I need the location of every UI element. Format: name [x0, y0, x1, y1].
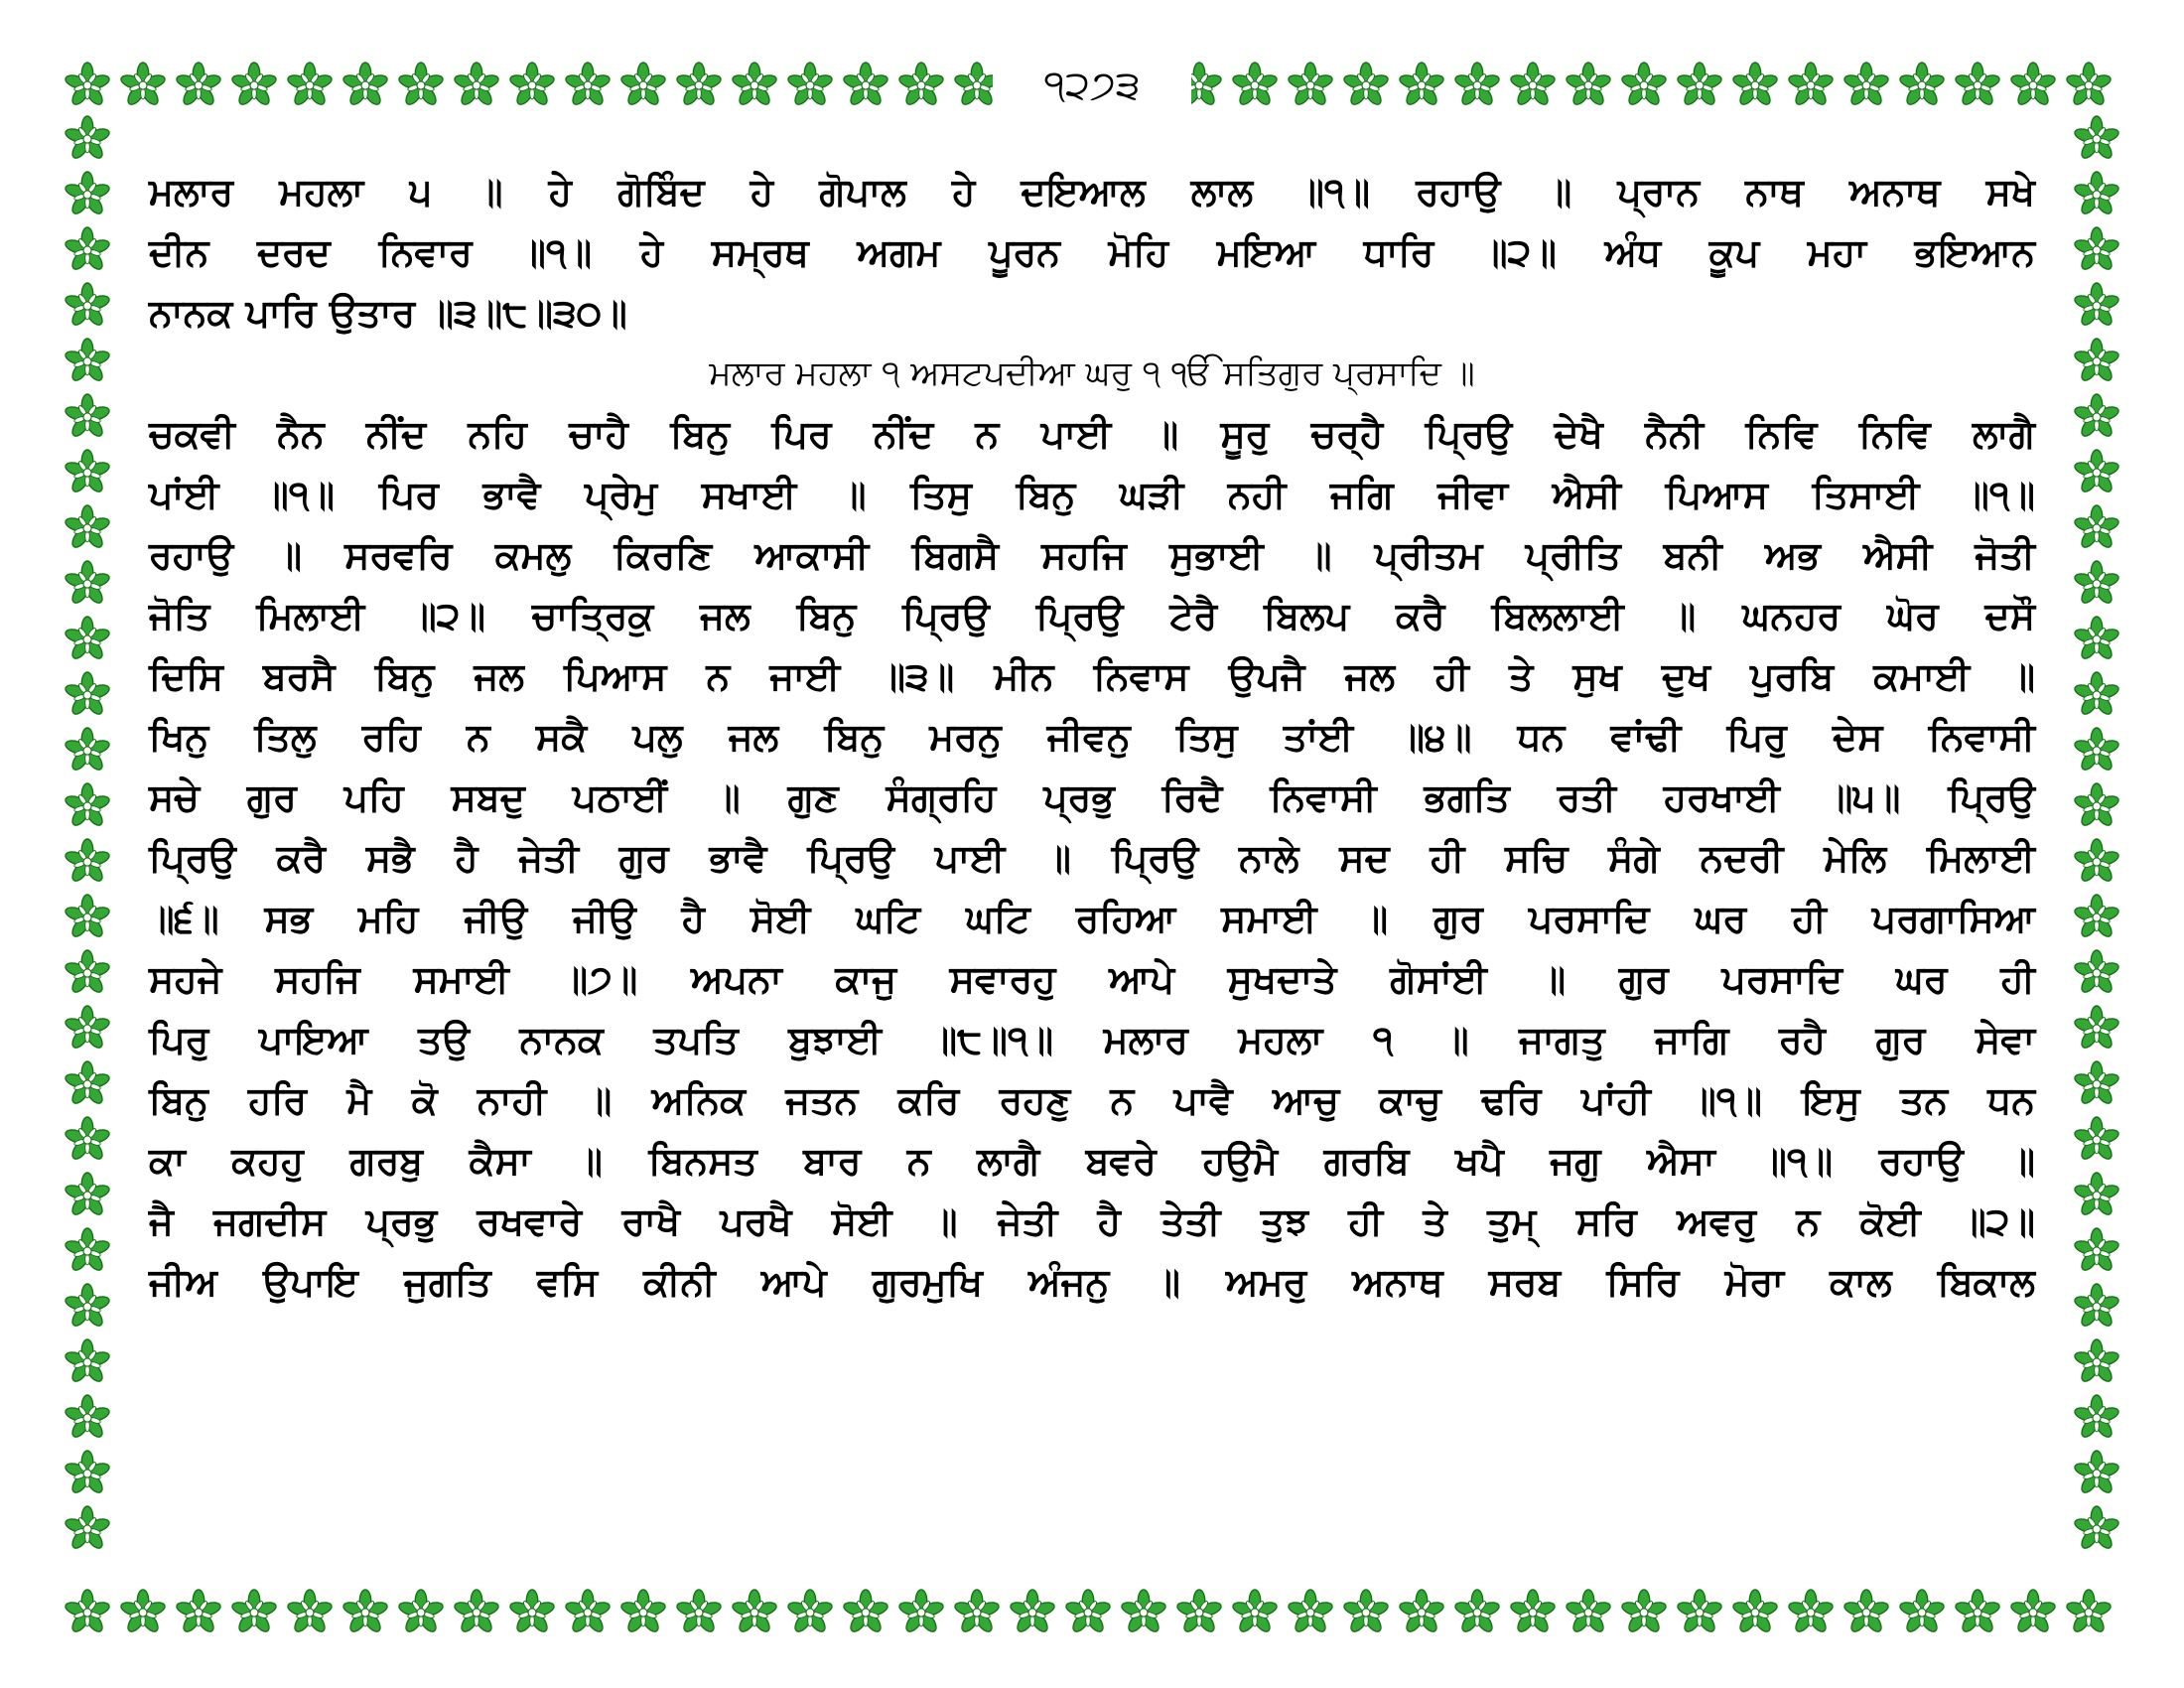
flower-icon	[1787, 63, 1834, 107]
flower-icon	[2065, 1590, 2112, 1634]
flower-icon	[64, 895, 110, 939]
text-line: ਦਿਸਿ ਬਰਸੈ ਬਿਨੁ ਜਲ ਪਿਆਸ ਨ ਜਾਈ ॥੩॥ ਮੀਨ ਨਿਵਾਸ ਉਪਜੈ ਜਲ ਹੀ ਤੇ ਸੁਖ ਦੁਖ ਪੁਰਬਿ ਕਮਾਈ ॥	[149, 654, 2035, 698]
flower-icon	[2073, 1117, 2119, 1162]
text-line: ਬਿਨੁ ਹਰਿ ਮੈ ਕੋ ਨਾਹੀ ॥ ਅਨਿਕ ਜਤਨ ਕਰਿ ਰਹਣੁ ਨ ਪਾਵੈ ਆਚੁ ਕਾਚੁ ਢਰਿ ਪਾਂਹੀ ॥੧॥ ਇਸੁ ਤਨ ਧਨ	[149, 1078, 2035, 1122]
flower-icon	[64, 227, 110, 272]
flower-icon	[1009, 1590, 1055, 1634]
flower-icon	[1898, 63, 1945, 107]
flower-icon	[1453, 1590, 1500, 1634]
flower-icon	[1398, 63, 1444, 107]
flower-icon	[2073, 561, 2119, 606]
flower-icon	[2073, 1173, 2119, 1217]
flower-icon	[64, 1284, 110, 1329]
flower-icon	[64, 450, 110, 494]
flower-icon	[64, 116, 110, 161]
flower-icon	[508, 1590, 555, 1634]
flower-icon	[64, 172, 110, 216]
text-line: ਚਕਵੀ ਨੈਨ ਨੀਂਦ ਨਹਿ ਚਾਹੈ ਬਿਨੁ ਪਿਰ ਨੀਂਦ ਨ ਪਾਈ ॥ ਸੂਰੁ ਚਰ੍ਹੈ ਪ੍ਰਿਉ ਦੇਖੈ ਨੈਨੀ ਨਿਵਿ ਨਿਵਿ ਲਾਗੈ	[149, 412, 2035, 456]
flower-icon	[897, 63, 944, 107]
flower-icon	[397, 1590, 444, 1634]
flower-icon	[2073, 895, 2119, 939]
flower-icon	[953, 1590, 1000, 1634]
text-line: ਨਾਨਕ ਪਾਰਿ ਉਤਾਰ ॥੩॥੮॥੩੦॥	[149, 291, 627, 335]
flower-icon	[619, 1590, 666, 1634]
flower-icon	[2073, 672, 2119, 717]
flower-icon	[2073, 950, 2119, 995]
flower-icon	[1676, 63, 1722, 107]
flower-icon	[2073, 783, 2119, 828]
flower-icon	[1342, 1590, 1389, 1634]
flower-icon	[64, 728, 110, 773]
text-line: ਸਹਜੇ ਸਹਜਿ ਸਮਾਈ ॥੭॥ ਅਪਨਾ ਕਾਜੁ ਸਵਾਰਹੁ ਆਪੇ ਸੁਖਦਾਤੇ ਗੋਸਾਂਈ ॥ ਗੁਰ ਪਰਸਾਦਿ ਘਰ ਹੀ	[149, 957, 2035, 1001]
flower-icon	[64, 283, 110, 328]
flower-icon	[1120, 1590, 1166, 1634]
flower-icon	[64, 63, 110, 107]
flower-icon	[731, 63, 777, 107]
flower-icon	[2073, 1284, 2119, 1329]
flower-icon	[119, 63, 166, 107]
flower-icon	[2073, 839, 2119, 884]
text-line: ਪਾਂਈ ॥੧॥ ਪਿਰ ਭਾਵੈ ਪ੍ਰੇਮੁ ਸਖਾਈ ॥ ਤਿਸੁ ਬਿਨੁ ਘੜੀ ਨਹੀ ਜਗਿ ਜੀਵਾ ਐਸੀ ਪਿਆਸ ਤਿਸਾਈ ॥੧॥	[149, 473, 2035, 516]
flower-icon	[64, 1006, 110, 1051]
flower-icon	[64, 617, 110, 661]
flower-icon	[119, 1590, 166, 1634]
flower-icon	[2073, 1339, 2119, 1384]
flower-border-svg	[2069, 111, 2124, 1585]
flower-icon	[2073, 394, 2119, 439]
flower-icon	[64, 950, 110, 995]
flower-icon	[1175, 1590, 1222, 1634]
flower-icon	[1064, 1590, 1111, 1634]
flower-icon	[64, 783, 110, 828]
border-right	[2069, 111, 2124, 1585]
flower-icon	[175, 1590, 221, 1634]
flower-icon	[2073, 1228, 2119, 1273]
border-bottom	[60, 1585, 2124, 1640]
flower-icon	[341, 1590, 388, 1634]
text-line: ਰਹਾਉ ॥ ਸਰਵਰਿ ਕਮਲੁ ਕਿਰਣਿ ਆਕਾਸੀ ਬਿਗਸੈ ਸਹਜਿ ਸੁਭਾਈ ॥ ਪ੍ਰੀਤਮ ਪ੍ਰੀਤਿ ਬਨੀ ਅਭ ਐਸੀ ਜੋਤੀ	[149, 533, 2035, 577]
flower-icon	[842, 63, 888, 107]
text-line: ਦੀਨ ਦਰਦ ਨਿਵਾਰ ॥੧॥ ਹੇ ਸਮ੍ਰਥ ਅਗਮ ਪੂਰਨ ਮੋਹਿ ਮਇਆ ਧਾਰਿ ॥੨॥ ਅੰਧ ਕੂਪ ਮਹਾ ਭਇਆਨ	[149, 230, 2035, 274]
flower-icon	[1509, 1590, 1556, 1634]
flower-icon	[64, 1451, 110, 1495]
flower-icon	[2073, 339, 2119, 383]
flower-icon	[897, 1590, 944, 1634]
flower-icon	[619, 63, 666, 107]
flower-icon	[64, 1339, 110, 1384]
flower-icon	[2073, 1061, 2119, 1106]
flower-icon	[1620, 63, 1667, 107]
flower-icon	[1731, 63, 1778, 107]
flower-icon	[2073, 283, 2119, 328]
flower-icon	[675, 1590, 722, 1634]
flower-icon	[564, 1590, 611, 1634]
flower-icon	[175, 63, 221, 107]
flower-icon	[64, 672, 110, 717]
flower-icon	[1843, 63, 1889, 107]
flower-icon	[64, 1395, 110, 1440]
flower-icon	[2073, 116, 2119, 161]
text-line: ਪਿਰੁ ਪਾਇਆ ਤਉ ਨਾਨਕ ਤਪਤਿ ਬੁਝਾਈ ॥੮॥੧॥ ਮਲਾਰ ਮਹਲਾ ੧ ॥ ਜਾਗਤੁ ਜਾਗਿ ਰਹੈ ਗੁਰ ਸੇਵਾ	[149, 1018, 2035, 1061]
text-line: ਕਾ ਕਹਹੁ ਗਰਬੁ ਕੈਸਾ ॥ ਬਿਨਸਤ ਬਾਰ ਨ ਲਾਗੈ ਬਵਰੇ ਹਉਮੈ ਗਰਬਿ ਖਪੈ ਜਗੁ ਐਸਾ ॥੧॥ ਰਹਾਉ ॥	[149, 1139, 2035, 1183]
text-line: ਖਿਨੁ ਤਿਲੁ ਰਹਿ ਨ ਸਕੈ ਪਲੁ ਜਲ ਬਿਨੁ ਮਰਨੁ ਜੀਵਨੁ ਤਿਸੁ ਤਾਂਈ ॥੪॥ ਧਨ ਵਾਂਢੀ ਪਿਰੁ ਦੇਸ ਨਿਵਾਸੀ	[149, 715, 2035, 759]
flower-icon	[64, 1506, 110, 1551]
text-line: ॥੬॥ ਸਭ ਮਹਿ ਜੀਉ ਜੀਉ ਹੈ ਸੋਈ ਘਟਿ ਘਟਿ ਰਹਿਆ ਸਮਾਈ ॥ ਗੁਰ ਪਰਸਾਦਿ ਘਰ ਹੀ ਪਰਗਾਸਿਆ	[149, 897, 2035, 940]
text-line: ਜੋਤਿ ਮਿਲਾਈ ॥੨॥ ਚਾਤ੍ਰਿਕੁ ਜਲ ਬਿਨੁ ਪ੍ਰਿਉ ਪ੍ਰਿਉ ਟੇਰੈ ਬਿਲਪ ਕਰੈ ਬਿਲਲਾਈ ॥ ਘਨਹਰ ਘੋਰ ਦਸੌ	[149, 594, 2035, 637]
text-line: ਸਚੇ ਗੁਰ ਪਹਿ ਸਬਦੁ ਪਠਾਈਂ ॥ ਗੁਣ ਸੰਗ੍ਰਹਿ ਪ੍ਰਭੁ ਰਿਦੈ ਨਿਵਾਸੀ ਭਗਤਿ ਰਤੀ ਹਰਖਾਈ ॥੫॥ ਪ੍ਰਿਉ	[149, 775, 2035, 819]
flower-icon	[842, 1590, 888, 1634]
flower-icon	[731, 1590, 777, 1634]
flower-icon	[1509, 63, 1556, 107]
flower-icon	[2073, 227, 2119, 272]
flower-icon	[564, 63, 611, 107]
flower-icon	[2073, 505, 2119, 550]
flower-icon	[1287, 1590, 1333, 1634]
flower-icon	[64, 394, 110, 439]
flower-icon	[453, 1590, 499, 1634]
flower-icon	[1565, 63, 1611, 107]
flower-icon	[1565, 1590, 1611, 1634]
flower-icon	[2009, 1590, 2056, 1634]
flower-icon	[2065, 63, 2112, 107]
flower-icon	[1843, 1590, 1889, 1634]
flower-icon	[1898, 1590, 1945, 1634]
flower-icon	[64, 1117, 110, 1162]
flower-icon	[1453, 63, 1500, 107]
flower-icon	[2073, 1395, 2119, 1440]
flower-icon	[64, 339, 110, 383]
flower-icon	[1287, 63, 1333, 107]
flower-icon	[1231, 63, 1278, 107]
flower-icon	[1231, 1590, 1278, 1634]
flower-icon	[64, 839, 110, 884]
flower-icon	[286, 1590, 333, 1634]
flower-icon	[1342, 63, 1389, 107]
flower-icon	[64, 1061, 110, 1106]
flower-icon	[286, 63, 333, 107]
flower-icon	[1676, 1590, 1722, 1634]
flower-icon	[64, 1228, 110, 1273]
text-line: ਜੈ ਜਗਦੀਸ ਪ੍ਰਭੁ ਰਖਵਾਰੇ ਰਾਖੈ ਪਰਖੈ ਸੋਈ ॥ ਜੇਤੀ ਹੈ ਤੇਤੀ ਤੁਝ ਹੀ ਤੇ ਤੁਮ੍ ਸਰਿ ਅਵਰੁ ਨ ਕੋਈ ॥੨॥	[149, 1199, 2035, 1243]
text-line: ਜੀਅ ਉਪਾਇ ਜੁਗਤਿ ਵਸਿ ਕੀਨੀ ਆਪੇ ਗੁਰਮੁਖਿ ਅੰਜਨੁ ॥ ਅਮਰੁ ਅਨਾਥ ਸਰਬ ਸਿਰਿ ਮੋਰਾ ਕਾਲ ਬਿਕਾਲ	[149, 1260, 2035, 1304]
flower-icon	[786, 63, 833, 107]
text-line: ਪ੍ਰਿਉ ਕਰੈ ਸਭੈ ਹੈ ਜੇਤੀ ਗੁਰ ਭਾਵੈ ਪ੍ਰਿਉ ਪਾਈ ॥ ਪ੍ਰਿਉ ਨਾਲੇ ਸਦ ਹੀ ਸਚਿ ਸੰਗੇ ਨਦਰੀ ਮੇਲਿ ਮਿਲਾਈ	[149, 836, 2035, 880]
flower-icon	[2009, 63, 2056, 107]
flower-icon	[2073, 172, 2119, 216]
flower-icon	[1787, 1590, 1834, 1634]
text-line: ਮਲਾਰ ਮਹਲਾ ੫ ॥ ਹੇ ਗੋਬਿੰਦ ਹੇ ਗੋਪਾਲ ਹੇ ਦਇਆਲ ਲਾਲ ॥੧॥ ਰਹਾਉ ॥ ਪ੍ਰਾਨ ਨਾਥ ਅਨਾਥ ਸਖੇ	[149, 170, 2035, 213]
page-number: ੧੨੭੩	[1043, 63, 1141, 108]
flower-icon	[2073, 617, 2119, 661]
flower-icon	[2073, 450, 2119, 494]
flower-icon	[64, 561, 110, 606]
flower-icon	[2073, 1506, 2119, 1551]
flower-icon	[64, 1173, 110, 1217]
flower-border-svg	[60, 1585, 2124, 1640]
border-left	[60, 111, 115, 1585]
flower-icon	[2073, 728, 2119, 773]
flower-icon	[675, 63, 722, 107]
section-heading: ਮਲਾਰ ਮਹਲਾ ੧ ਅਸਟਪਦੀਆ ਘਰੁ ੧ ੴ ਸਤਿਗੁਰ ਪ੍ਰਸਾਦਿ ॥	[709, 353, 1475, 393]
flower-icon	[230, 1590, 277, 1634]
flower-icon	[1398, 1590, 1444, 1634]
scripture-text	[149, 162, 2035, 1313]
flower-icon	[2073, 1451, 2119, 1495]
flower-icon	[1620, 1590, 1667, 1634]
flower-icon	[2073, 1006, 2119, 1051]
flower-border-svg	[60, 111, 115, 1585]
flower-icon	[508, 63, 555, 107]
page-number-container	[993, 58, 1191, 113]
flower-icon	[230, 63, 277, 107]
flower-icon	[1954, 1590, 2000, 1634]
flower-icon	[64, 1590, 110, 1634]
flower-icon	[786, 1590, 833, 1634]
flower-icon	[397, 63, 444, 107]
flower-icon	[341, 63, 388, 107]
flower-icon	[1731, 1590, 1778, 1634]
flower-icon	[453, 63, 499, 107]
flower-icon	[64, 505, 110, 550]
flower-icon	[1954, 63, 2000, 107]
